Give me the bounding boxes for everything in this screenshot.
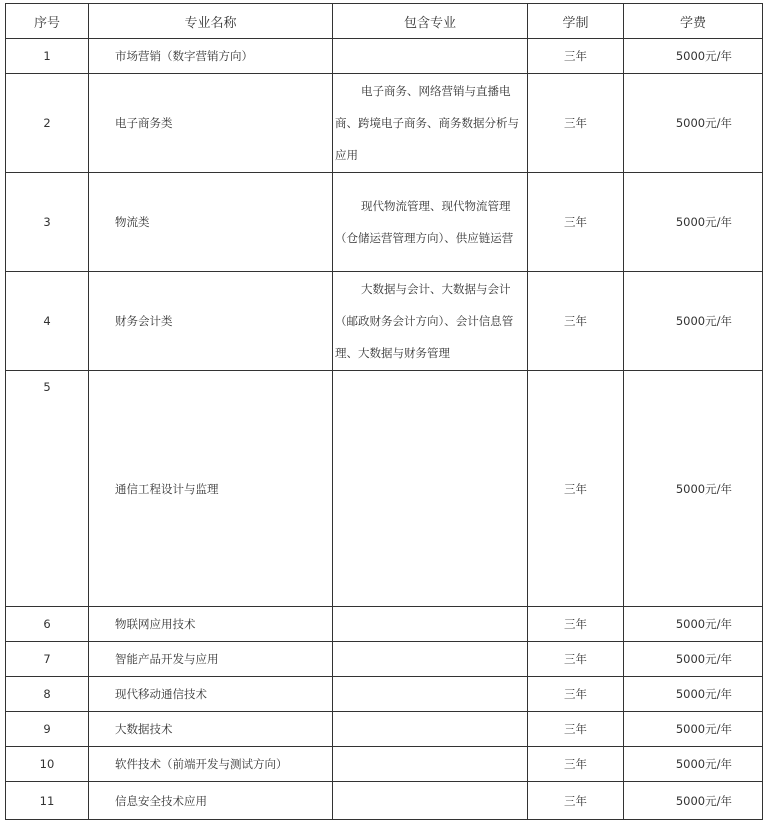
row-duration: 三年	[528, 607, 624, 642]
row-included-cell	[333, 74, 528, 173]
row-index: 6	[6, 607, 89, 642]
row-name: 软件技术（前端开发与测试方向）	[89, 747, 333, 782]
row-duration: 三年	[528, 74, 624, 173]
table-row	[6, 173, 763, 272]
row-fee: 5000元/年	[624, 712, 763, 747]
row-included	[333, 642, 528, 677]
row-index: 2	[6, 74, 89, 173]
table-row	[6, 39, 763, 74]
row-included: 大数据与会计、大数据与会计（邮政财务会计方向）、会计信息管理、大数据与财务管理	[335, 282, 514, 360]
row-included	[333, 371, 528, 607]
row-name: 大数据技术	[89, 712, 333, 747]
header-index: 序号	[6, 4, 89, 39]
table-row	[6, 677, 763, 712]
row-fee: 5000元/年	[624, 677, 763, 712]
row-duration: 三年	[528, 782, 624, 820]
row-fee: 5000元/年	[624, 607, 763, 642]
table-row	[6, 371, 763, 607]
row-included	[333, 747, 528, 782]
row-index: 5	[6, 371, 89, 607]
row-fee: 5000元/年	[624, 173, 763, 272]
row-included	[333, 712, 528, 747]
row-index: 1	[6, 39, 89, 74]
row-index: 9	[6, 712, 89, 747]
row-name: 市场营销（数字营销方向）	[89, 39, 333, 74]
row-name: 信息安全技术应用	[89, 782, 333, 820]
row-name: 智能产品开发与应用	[89, 642, 333, 677]
row-duration: 三年	[528, 173, 624, 272]
row-duration: 三年	[528, 747, 624, 782]
row-included-cell	[333, 173, 528, 272]
table-row	[6, 74, 763, 173]
row-included	[333, 782, 528, 820]
row-fee: 5000元/年	[624, 74, 763, 173]
table-row	[6, 642, 763, 677]
row-fee: 5000元/年	[624, 272, 763, 371]
row-included	[333, 39, 528, 74]
row-duration: 三年	[528, 712, 624, 747]
row-name: 财务会计类	[89, 272, 333, 371]
row-name: 物流类	[89, 173, 333, 272]
row-included	[333, 677, 528, 712]
row-duration: 三年	[528, 642, 624, 677]
row-duration: 三年	[528, 677, 624, 712]
row-fee: 5000元/年	[624, 39, 763, 74]
majors-table	[5, 3, 763, 820]
row-name: 通信工程设计与监理	[89, 371, 333, 607]
row-fee: 5000元/年	[624, 642, 763, 677]
row-duration: 三年	[528, 39, 624, 74]
table-row	[6, 272, 763, 371]
row-included-cell	[333, 272, 528, 371]
table-row	[6, 712, 763, 747]
header-included: 包含专业	[333, 4, 528, 39]
row-included: 电子商务、网络营销与直播电商、跨境电子商务、商务数据分析与应用	[335, 84, 519, 162]
row-fee: 5000元/年	[624, 371, 763, 607]
row-included	[333, 607, 528, 642]
row-index: 4	[6, 272, 89, 371]
table-row	[6, 607, 763, 642]
header-duration: 学制	[528, 4, 624, 39]
row-index: 7	[6, 642, 89, 677]
table-header-row	[6, 4, 763, 39]
row-index: 8	[6, 677, 89, 712]
header-fee: 学费	[624, 4, 763, 39]
row-fee: 5000元/年	[624, 747, 763, 782]
table-row	[6, 782, 763, 820]
row-index: 3	[6, 173, 89, 272]
row-duration: 三年	[528, 371, 624, 607]
row-name: 现代移动通信技术	[89, 677, 333, 712]
row-fee: 5000元/年	[624, 782, 763, 820]
header-name: 专业名称	[89, 4, 333, 39]
table-row	[6, 747, 763, 782]
row-name: 物联网应用技术	[89, 607, 333, 642]
row-index: 10	[6, 747, 89, 782]
row-name: 电子商务类	[89, 74, 333, 173]
row-included: 现代物流管理、现代物流管理（仓储运营管理方向）、供应链运营	[335, 199, 514, 245]
row-duration: 三年	[528, 272, 624, 371]
row-index: 11	[6, 782, 89, 820]
